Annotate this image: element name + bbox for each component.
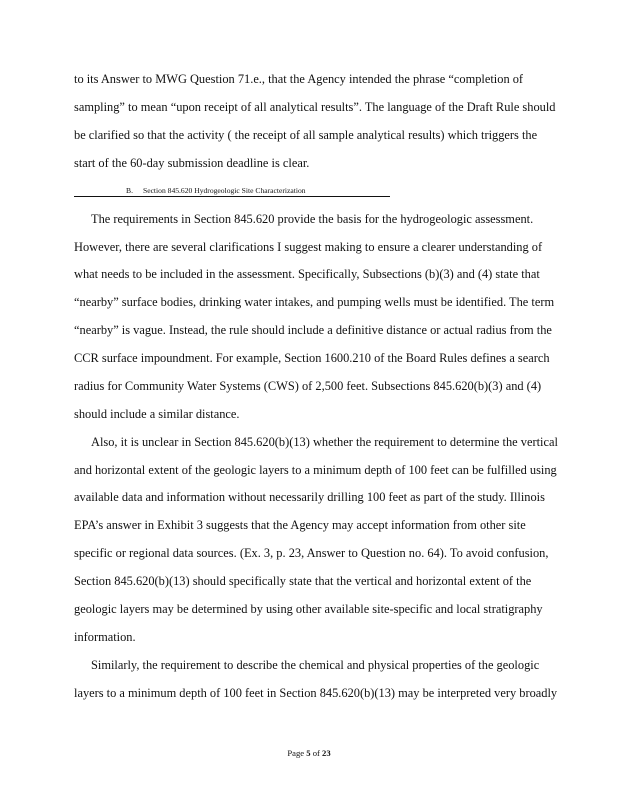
- body-text-line: geologic layers may be determined by using other available site-specific and local stratigraphy: [74, 602, 543, 616]
- body-text-line: radius for Community Water Systems (CWS) of 2,500 feet. Subsections 845.620(b)(3) and (4): [74, 379, 542, 393]
- body-text-line: CCR surface impoundment. For example, Section 1600.210 of the Board Rules defines a search: [74, 351, 550, 365]
- body-text-line: Section 845.620(b)(13) should specifically state that the vertical and horizontal extent of the: [74, 574, 532, 588]
- page-label: Page: [287, 748, 305, 758]
- section-heading: [74, 186, 390, 197]
- body-text-line: start of the 60-day submission deadline is clear.: [74, 156, 310, 170]
- body-text-line: what needs to be included in the assessment. Specifically, Subsections (b)(3) and (4) state that: [74, 267, 540, 281]
- body-text-line: and horizontal extent of the geologic layers to a minimum depth of 100 feet can be fulfilled using: [74, 463, 557, 477]
- page-footer: [0, 748, 618, 758]
- body-text-line: be clarified so that the activity ( the receipt of all sample analytical results) which triggers the: [74, 128, 538, 142]
- body-text-line: “nearby” surface bodies, drinking water intakes, and pumping wells must be identified. The term: [74, 295, 555, 309]
- section-number: B.: [126, 186, 133, 195]
- body-text-line: “nearby” is vague. Instead, the rule should include a definitive distance or actual radius from the: [74, 323, 552, 337]
- body-text-line: However, there are several clarifications I suggest making to ensure a clearer understanding of: [74, 240, 543, 254]
- body-text-line: information.: [74, 630, 136, 644]
- body-text-line: sampling” to mean “upon receipt of all analytical results”. The language of the Draft Rule should: [74, 100, 556, 114]
- body-text-line: to its Answer to MWG Question 71.e., that the Agency intended the phrase “completion of: [74, 72, 524, 86]
- page-number: 5: [306, 748, 311, 758]
- body-text-line: EPA’s answer in Exhibit 3 suggests that the Agency may accept information from other site: [74, 518, 526, 532]
- body-text-line: Similarly, the requirement to describe the chemical and physical properties of the geologic: [91, 658, 540, 672]
- body-text-line: layers to a minimum depth of 100 feet in Section 845.620(b)(13) may be interpreted very broadly: [74, 686, 558, 700]
- body-text-line: The requirements in Section 845.620 provide the basis for the hydrogeologic assessment.: [91, 212, 534, 226]
- total-pages: 23: [322, 748, 331, 758]
- page-of-label: of: [312, 748, 320, 758]
- body-text-line: available data and information without necessarily drilling 100 feet as part of the study. Illinois: [74, 490, 545, 504]
- body-text-line: specific or regional data sources. (Ex. 3, p. 23, Answer to Question no. 64). To avoid confusion,: [74, 546, 549, 560]
- body-text-line: should include a similar distance.: [74, 407, 240, 421]
- body-text-line: Also, it is unclear in Section 845.620(b)(13) whether the requirement to determine the vertical: [91, 435, 558, 449]
- section-title: Section 845.620 Hydrogeologic Site Characterization: [142, 186, 306, 195]
